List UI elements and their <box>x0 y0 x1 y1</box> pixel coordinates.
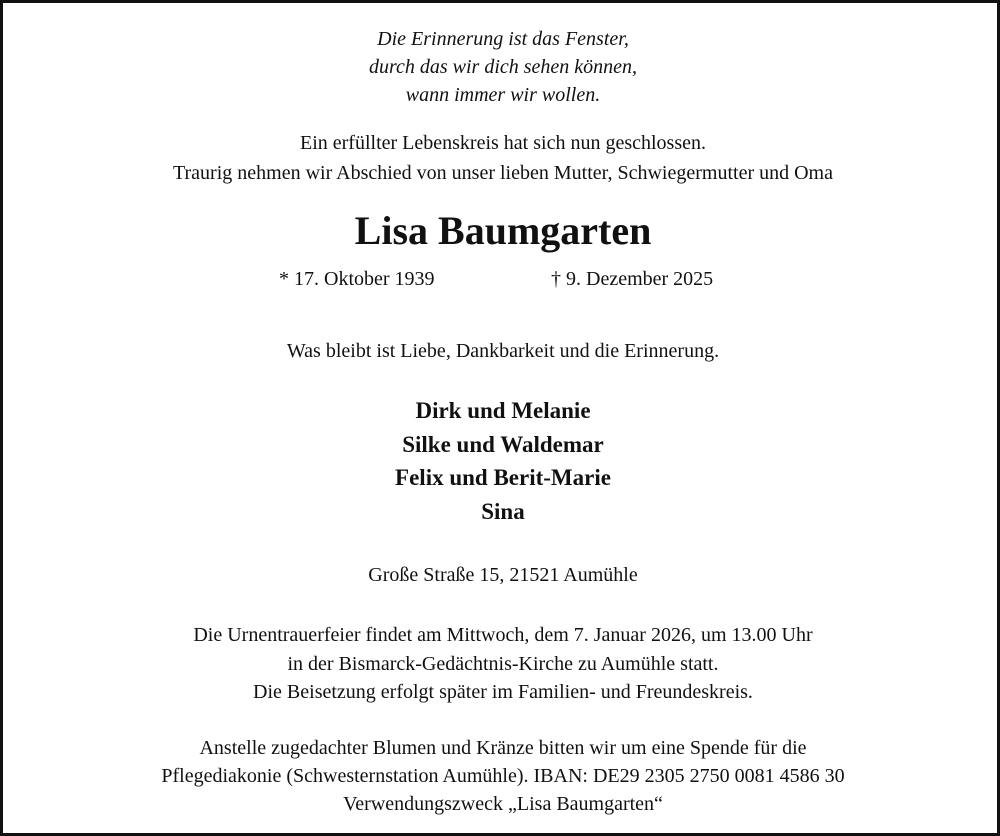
poem-line-1: Die Erinnerung ist das Fenster, <box>377 28 629 50</box>
family-name-3: Felix und Berit-Marie <box>395 465 611 490</box>
donation-line-2: Pflegediakonie (Schwesternstation Aumühle). IBAN: DE29 2305 2750 0081 4586 30 <box>161 765 845 787</box>
ceremony-line-3: Die Beisetzung erfolgt später im Familien- und Freundeskreis. <box>253 681 753 703</box>
poem-line-3: wann immer wir wollen. <box>405 84 601 106</box>
donation-line-3: Verwendungszweck „Lisa Baumgarten“ <box>343 793 663 815</box>
address: Große Straße 15, 21521 Aumühle <box>368 564 638 586</box>
family-name-4: Sina <box>481 499 525 524</box>
family-name-1: Dirk und Melanie <box>415 398 591 423</box>
birth-date: * 17. Oktober 1939 <box>279 268 435 290</box>
family-name-2: Silke und Waldemar <box>402 432 604 457</box>
intro-line-2: Traurig nehmen wir Abschied von unser lieben Mutter, Schwiegermutter und Oma <box>173 162 833 184</box>
death-date: † 9. Dezember 2025 <box>551 268 714 290</box>
ceremony-line-2: in der Bismarck-Gedächtnis-Kirche zu Aumühle statt. <box>287 653 719 675</box>
poem-line-2: durch das wir dich sehen können, <box>368 56 638 78</box>
motto: Was bleibt ist Liebe, Dankbarkeit und die Erinnerung. <box>286 340 720 362</box>
life-dates <box>3 269 1000 293</box>
deceased-name: Lisa Baumgarten <box>354 208 652 253</box>
ceremony-line-1: Die Urnentrauerfeier findet am Mittwoch, dem 7. Januar 2026, um 13.00 Uhr <box>193 624 813 646</box>
intro-line-1: Ein erfüllter Lebenskreis hat sich nun geschlossen. <box>300 132 706 154</box>
donation-line-1: Anstelle zugedachter Blumen und Kränze bitten wir um eine Spende für die <box>199 737 807 759</box>
